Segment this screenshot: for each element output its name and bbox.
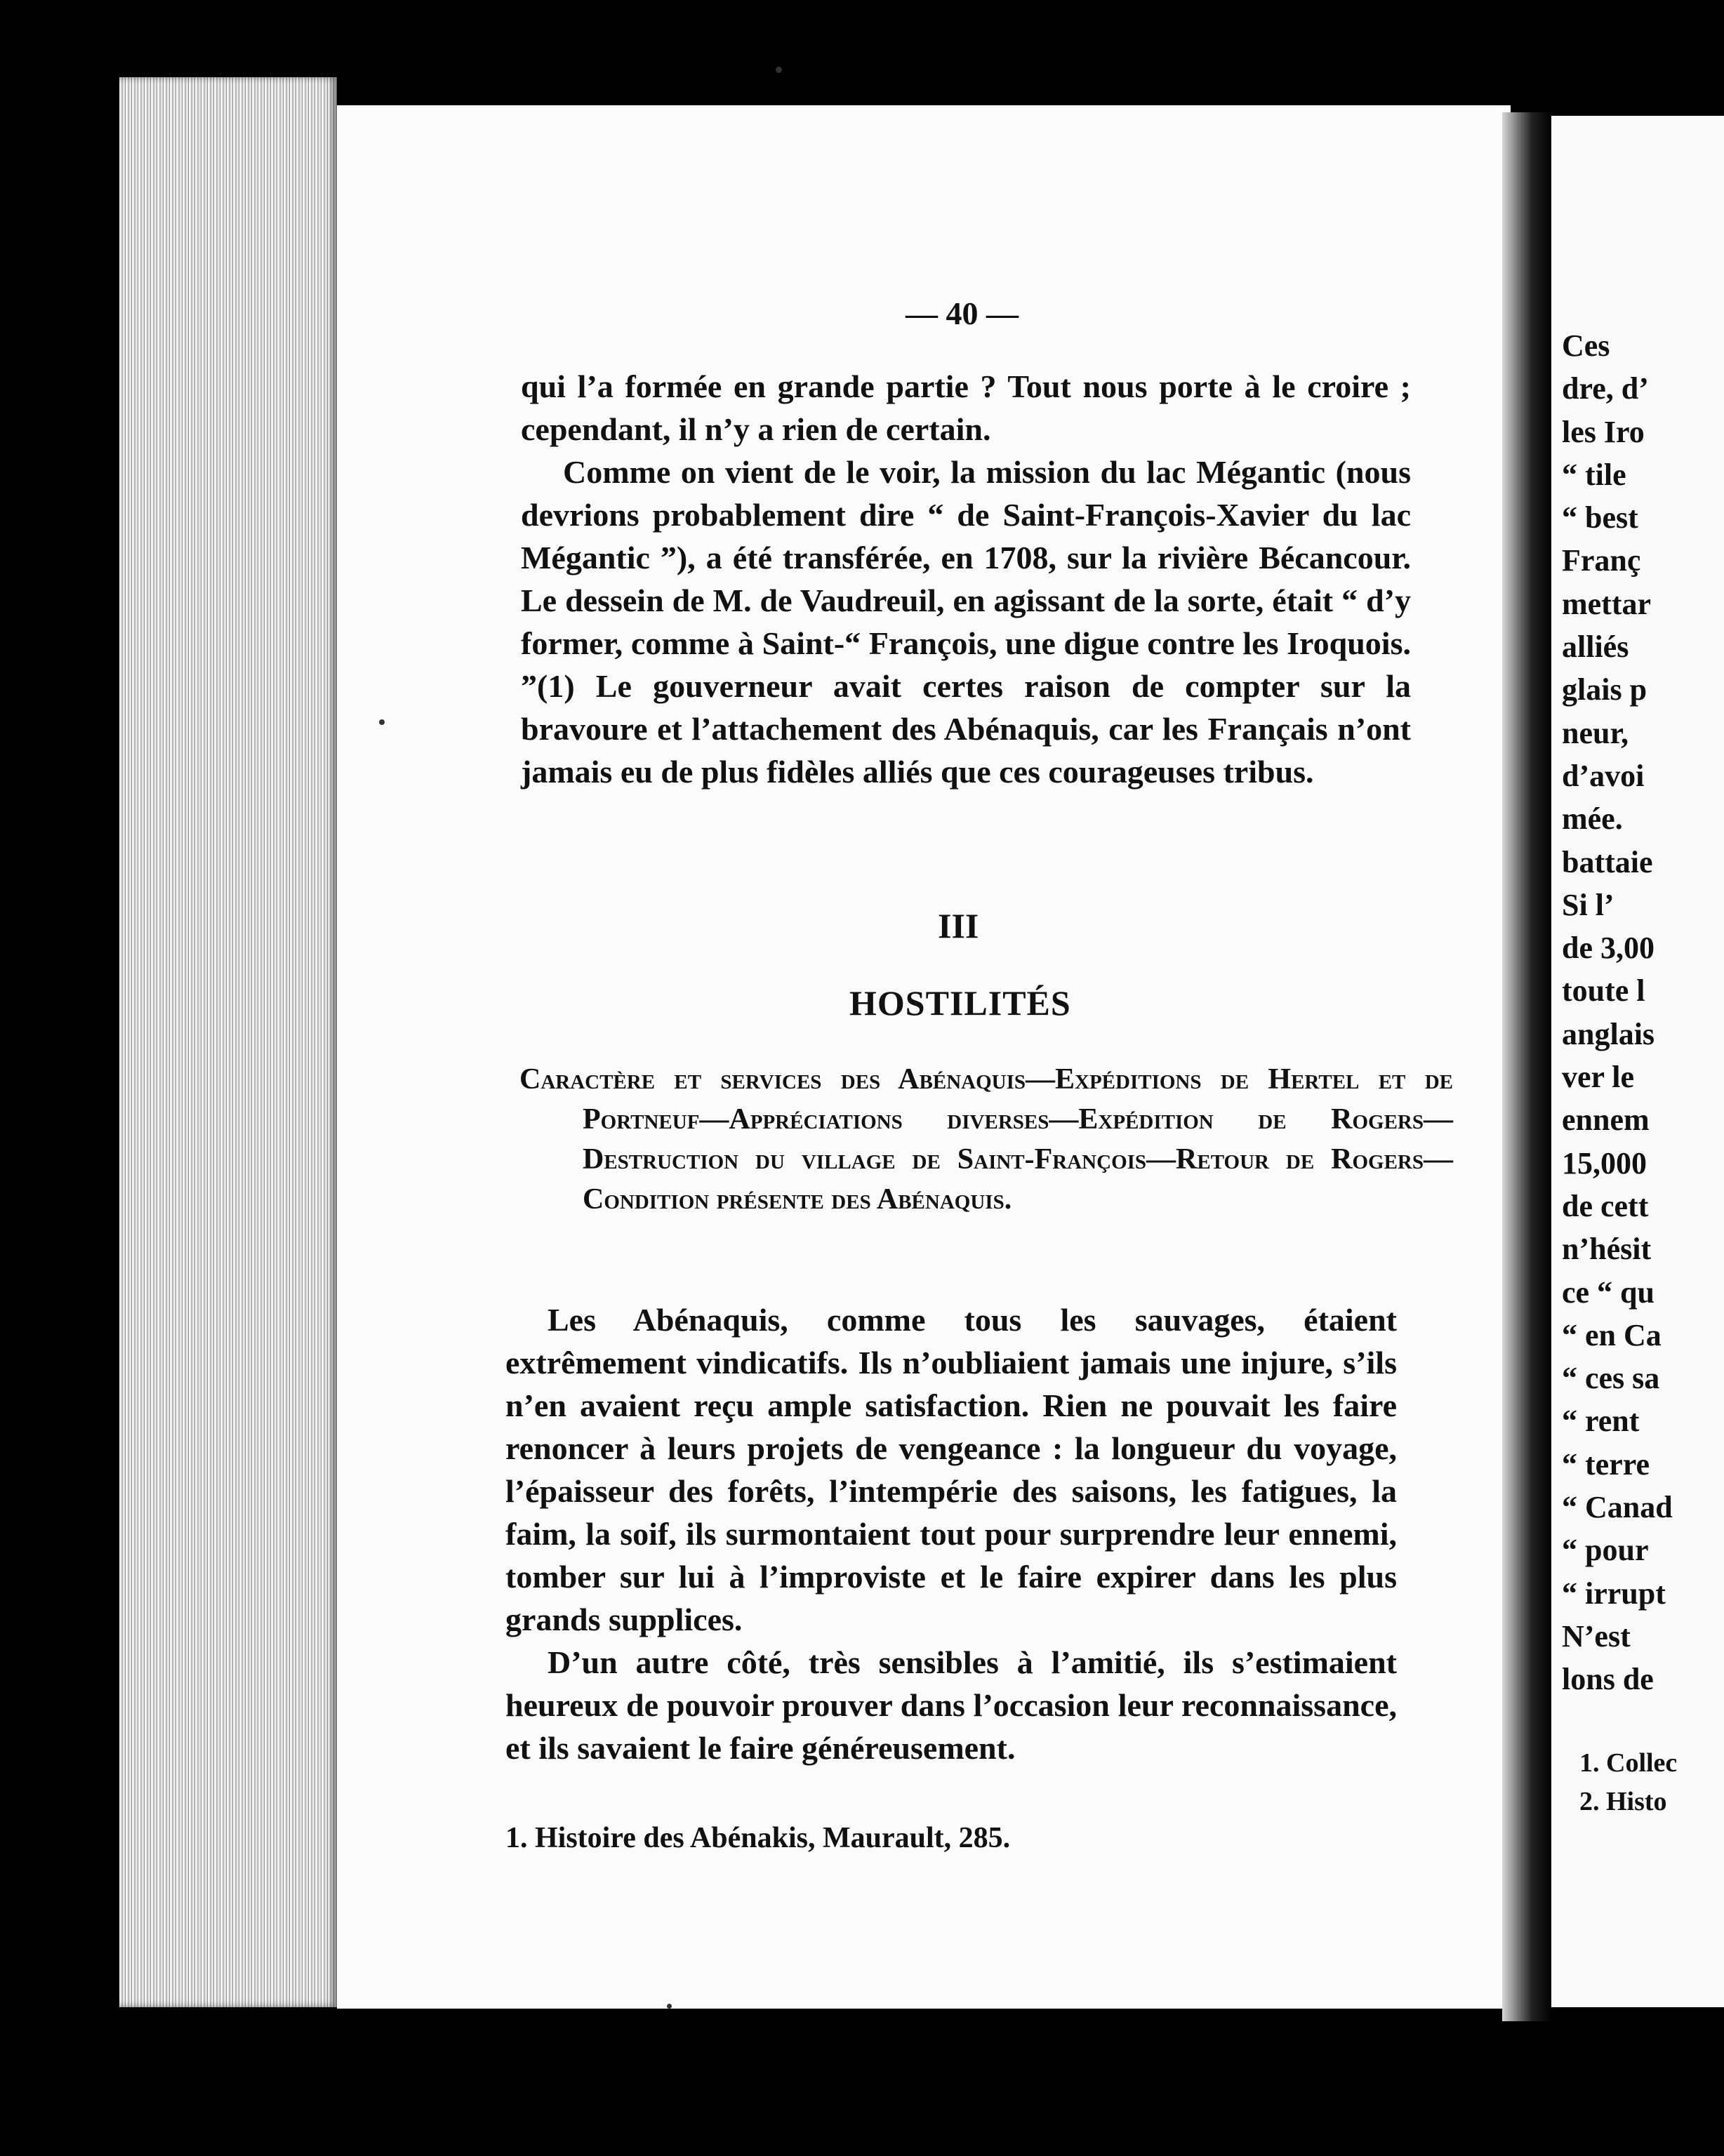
right-page-line: glais p	[1562, 672, 1647, 707]
right-page-line: “ irrupt	[1562, 1576, 1666, 1611]
right-page-text	[1562, 324, 1724, 1701]
book-gutter	[1502, 112, 1551, 2021]
page-edges	[119, 77, 337, 2007]
section-number: III	[938, 906, 979, 945]
right-page-line: “ ces sa	[1562, 1361, 1660, 1396]
right-page-line: ver le	[1562, 1060, 1635, 1095]
paragraph-1: qui l’a formée en grande partie ? Tout nous porte à le croire ; cependant, il n’y a rien de certain.	[521, 368, 1411, 447]
right-page-line: Si l’	[1562, 887, 1614, 922]
right-page-line: Franç	[1562, 543, 1641, 578]
right-page-line: ennem	[1562, 1103, 1650, 1138]
right-page-line: de 3,00	[1562, 931, 1655, 966]
section-title: HOSTILITÉS	[849, 983, 1071, 1023]
right-page-line: anglais	[1562, 1016, 1655, 1051]
right-page-line: dre, d’	[1562, 371, 1649, 406]
right-page-line: neur,	[1562, 715, 1629, 750]
right-page-line: “ rent	[1562, 1404, 1640, 1439]
right-page-line: n’hésit	[1562, 1232, 1652, 1267]
right-page-line: battaie	[1562, 844, 1653, 879]
right-page-line: lons de	[1562, 1662, 1654, 1697]
right-page-line: “ terre	[1562, 1446, 1650, 1482]
right-page-line: ce “ qu	[1562, 1275, 1655, 1310]
right-page-footnote-2: 2. Histo	[1579, 1787, 1667, 1816]
right-page-line: alliés	[1562, 630, 1629, 665]
section-summary: Caractère et services des Abénaquis—Expéditions de Hertel et de Portneuf—Appréciations diverses—Expédition de Rogers—Destruction du village de Saint-François—Retour de Rogers—Condition présente des Abénaquis.	[519, 1063, 1453, 1216]
right-page-line: les Iro	[1562, 414, 1645, 449]
right-page-line: de cett	[1562, 1188, 1649, 1223]
right-page-line: toute l	[1562, 973, 1645, 1009]
right-page-line: mettar	[1562, 586, 1652, 621]
footnote: 1. Histoire des Abénakis, Maurault, 285.	[505, 1822, 1011, 1854]
right-page-line: mée.	[1562, 801, 1623, 837]
page-number: — 40 —	[906, 295, 1019, 331]
paragraph-1-block	[521, 365, 1411, 793]
right-page-line: N’est	[1562, 1618, 1631, 1653]
dust-speck	[379, 719, 385, 725]
right-page-footnote-1: 1. Collec	[1579, 1748, 1678, 1778]
right-page-line: “ tile	[1562, 457, 1626, 492]
right-page-line: “ en Ca	[1562, 1317, 1662, 1352]
paragraph-3-block	[505, 1298, 1397, 1769]
right-page-line: Ces	[1562, 328, 1610, 363]
right-page-line: “ pour	[1562, 1533, 1649, 1568]
right-page-line: d’avoi	[1562, 758, 1645, 793]
paragraph-3: Les Abénaquis, comme tous les sauvages, étaient extrêmement vindicatifs. Ils n’oubliaient jamais une injure, s’ils n’en avaient reçu ample satisfaction. Rien ne pouvait les faire renoncer à leurs projets de vengeance : la longueur du voyage, l’épaisseur des forêts, l’intempérie des saisons, les fatigues, la faim, la soif, ils surmontaient tout pour surprendre leur ennemi, tomber sur lui à l’improviste et le faire expirer dans les plus grands supplices.	[505, 1302, 1397, 1637]
paragraph-2: Comme on vient de le voir, la mission du lac Mégantic (nous devrions probablement dire “ de Saint-François-Xavier du lac Mégantic ”), a été transférée, en 1708, sur la rivière Bécancour. Le dessein de M. de Vaudreuil, en agissant de la sorte, était “ d’y former, comme à Saint-“ François, une digue contre les Iroquois. ”(1) Le gouverneur avait certes raison de compter sur la bravoure et l’attachement des Abénaquis, car les Français n’ont jamais eu de plus fidèles alliés que ces courageuses tribus.	[521, 454, 1411, 790]
right-page-line: 15,000	[1562, 1145, 1647, 1180]
dust-speck	[776, 67, 782, 73]
right-page-line: “ Canad	[1562, 1490, 1673, 1525]
dust-speck	[667, 2004, 672, 2009]
right-page-line: “ best	[1562, 500, 1638, 535]
paragraph-4: D’un autre côté, très sensibles à l’amitié, ils s’estimaient heureux de pouvoir prouver dans l’occasion leur reconnaissance, et ils savaient le faire généreusement.	[505, 1644, 1397, 1766]
